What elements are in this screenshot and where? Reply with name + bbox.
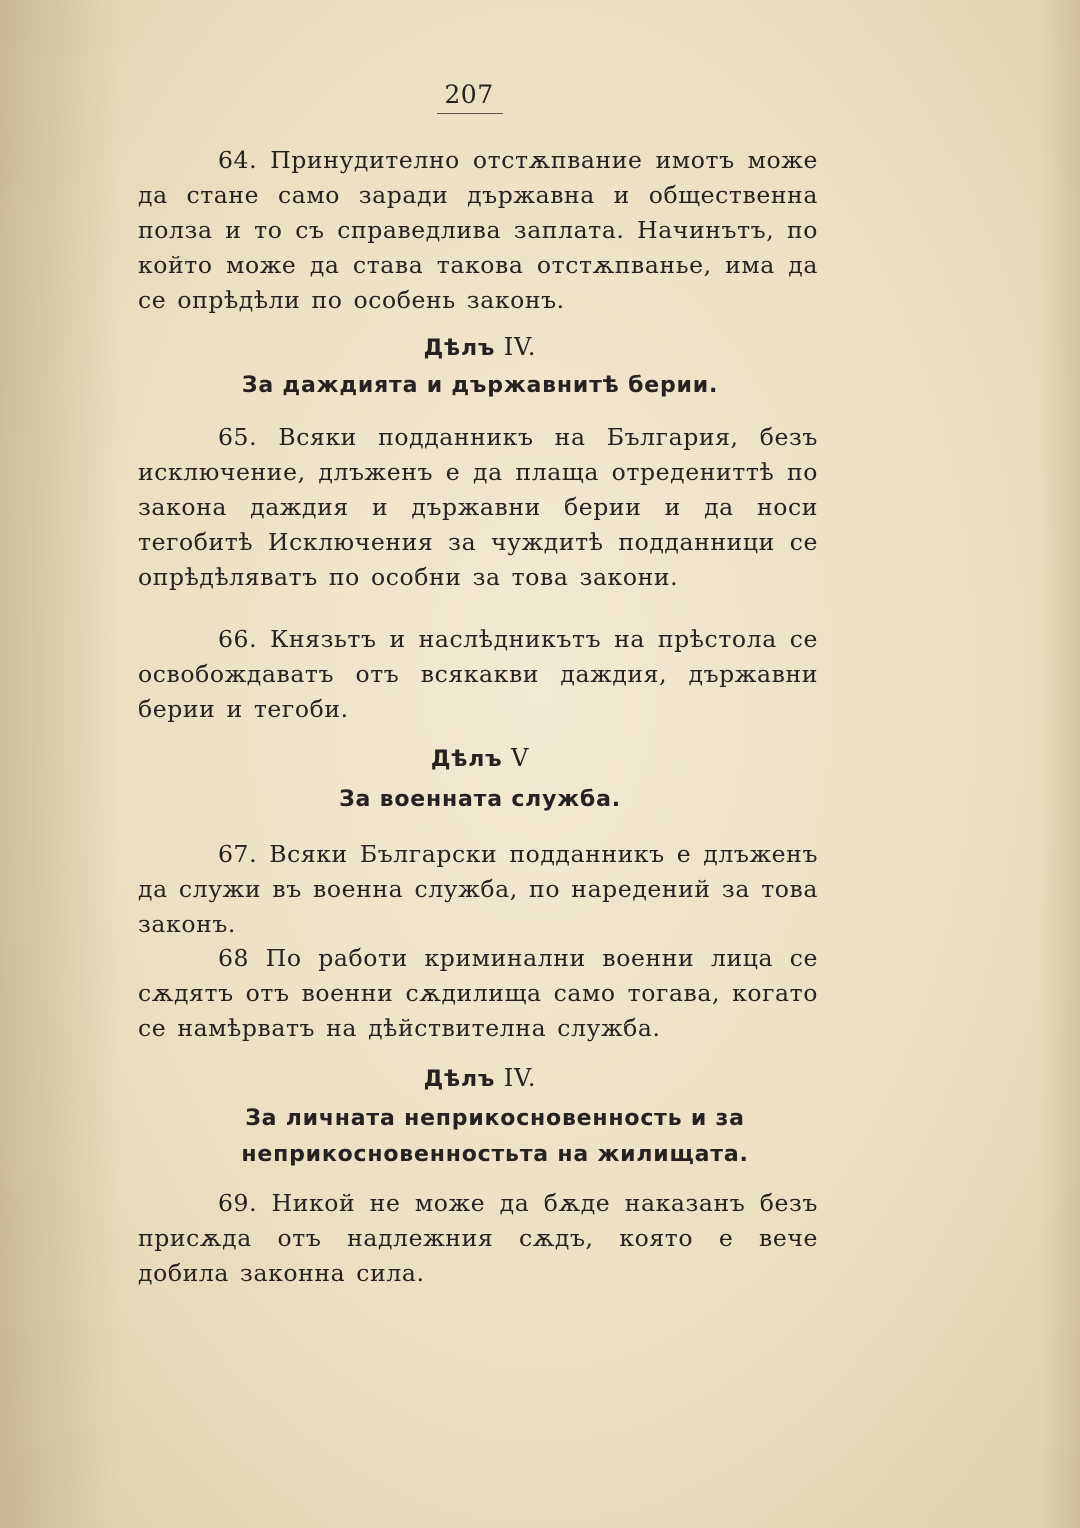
paragraph-65 xyxy=(138,420,818,595)
section-number: IV. xyxy=(503,333,537,361)
paragraph-65-text: 65. Всяки подданникъ на България, безъ исключение, длъженъ е да плаща отредениттѣ по закона даждия и държавни берии и да носи тегобитѣ Исключения за чуждитѣ подданници се опрѣдѣляватъ по особни за това закони. xyxy=(138,423,818,591)
page-number: 207 xyxy=(444,80,494,109)
section-label: Дѣлъ xyxy=(423,1067,496,1092)
paragraph-67 xyxy=(138,837,818,942)
paragraph-64 xyxy=(138,143,818,318)
page-number-rule xyxy=(437,113,503,114)
paragraph-66-text: 66. Князьтъ и наслѣдникътъ на прѣстола се освобождаватъ отъ всякакви даждия, държавни берии и тегоби. xyxy=(138,625,818,723)
paragraph-64-text: 64. Принудително отстѫпвание имотъ може да стане само заради държавна и общественна полза и то съ справедлива заплата. Начинътъ, по който може да става такова отстѫпванье, има да се опрѣдѣли по особень законъ. xyxy=(138,146,818,314)
binding-shadow xyxy=(0,0,120,1528)
section-label: Дѣлъ xyxy=(423,336,496,361)
section-number: IV. xyxy=(503,1064,537,1092)
paragraph-69 xyxy=(138,1186,818,1291)
section-heading-5 xyxy=(130,744,830,772)
section-label: Дѣлъ xyxy=(430,747,503,772)
section-heading-4 xyxy=(130,333,830,361)
page-edge-shadow xyxy=(1040,0,1080,1528)
paragraph-67-text: 67. Всяки Български подданникъ е длъженъ да служи въ военна служба, по наредений за това законъ. xyxy=(138,840,818,938)
section-heading-6 xyxy=(130,1064,830,1092)
section-title-inviolability: За личната неприкосновенность и за неприкосновенностьта на жилищата. xyxy=(241,1106,749,1167)
paragraph-66 xyxy=(138,622,818,727)
paragraph-69-text: 69. Никой не може да бѫде наказанъ безъ присѫда отъ надлежния сѫдъ, която е вече добила законна сила. xyxy=(138,1189,818,1287)
section-title-military: За военната служба. xyxy=(339,787,621,812)
paragraph-68-text: 68 По работи криминални военни лица се сѫдятъ отъ военни сѫдилища само тогава, когато се намѣрватъ на дѣйствителна служба. xyxy=(138,944,818,1042)
paragraph-68 xyxy=(138,941,818,1046)
section-number: V xyxy=(510,744,530,772)
section-title-taxes: За даждията и държавнитѣ берии. xyxy=(241,373,719,398)
